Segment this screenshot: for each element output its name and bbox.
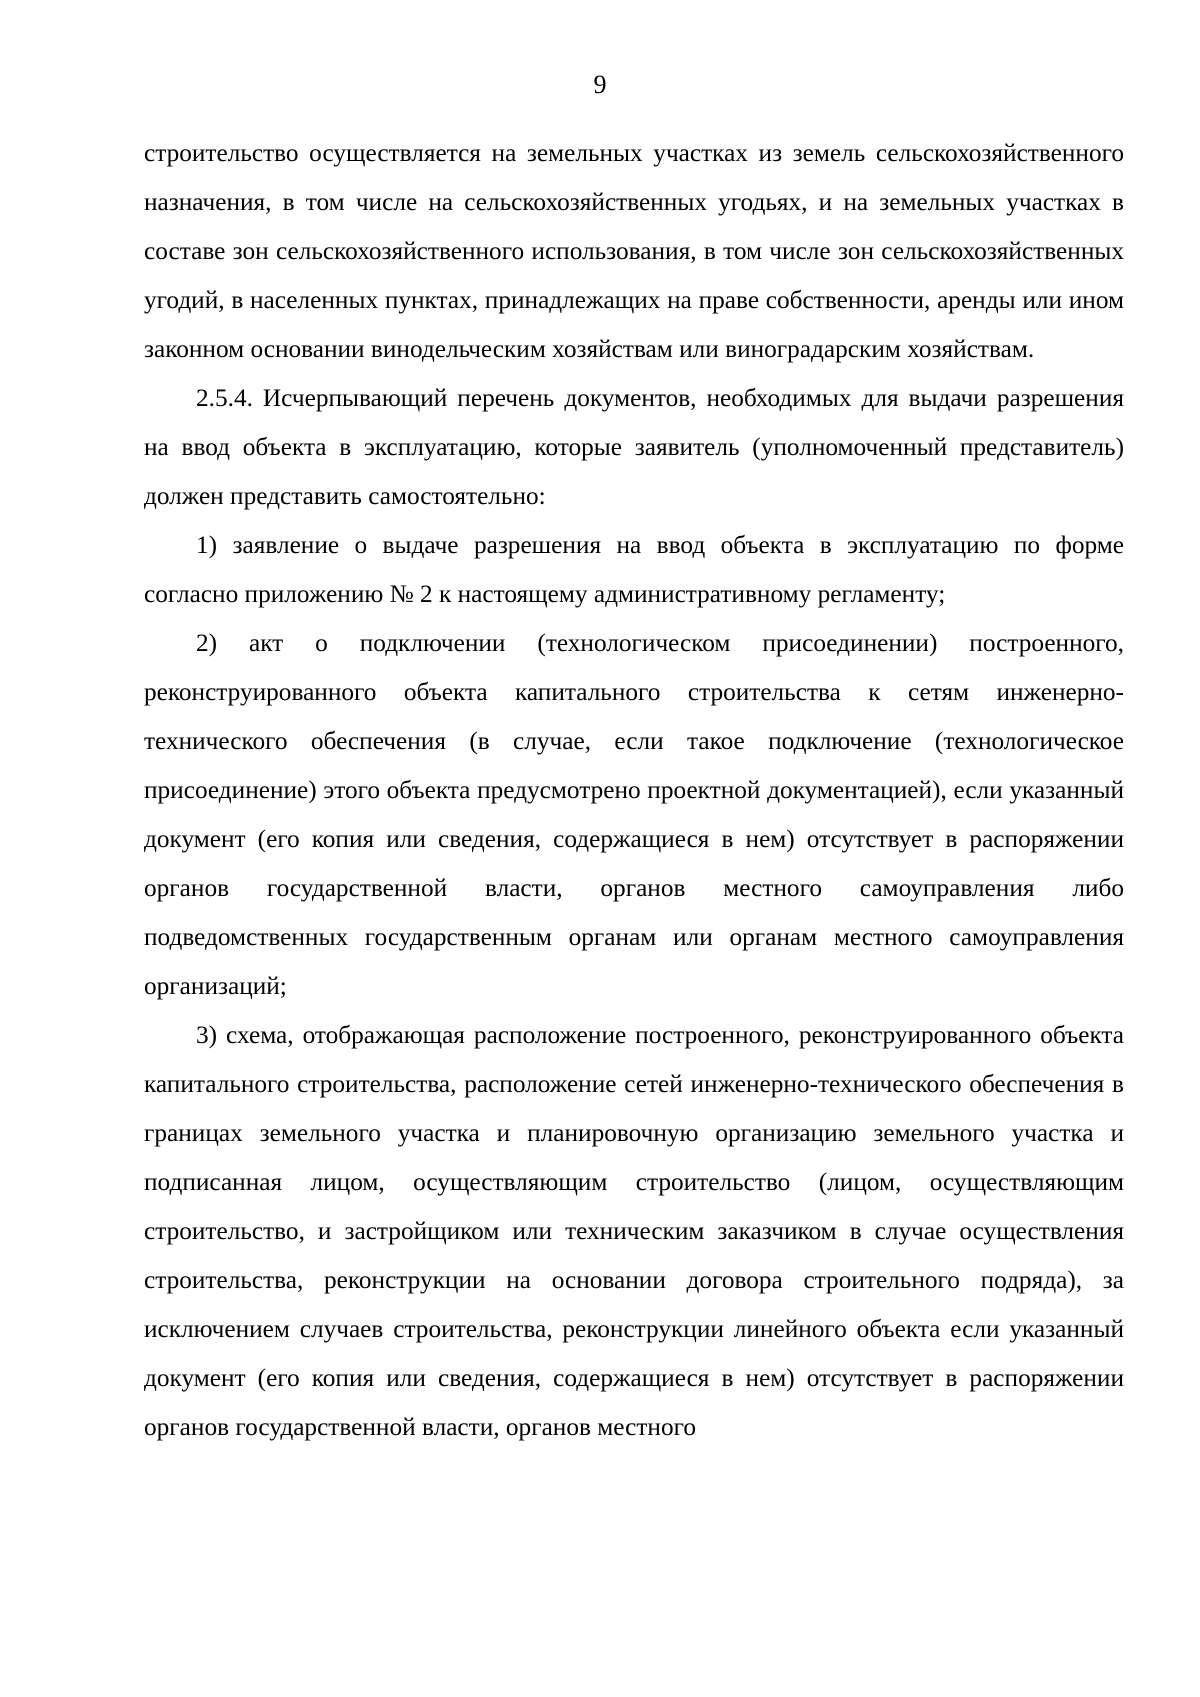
page-number: 9 xyxy=(593,70,607,99)
paragraph-2-5-4: 2.5.4. Исчерпывающий перечень документов, необходимых для выдачи разрешения на ввод объекта в эксплуатацию, которые заявитель (уполномоченный представитель) должен представить самостоятельно: xyxy=(144,384,1124,510)
paragraph-continuation: строительство осуществляется на земельных участках из земель сельскохозяйственного назначения, в том числе на сельскохозяйственных угодьях, и на земельных участках в составе зон сельскохозяйственного использования, в том числе зон сельскохозяйственных угодий, в населенных пунктах, принадлежащих на праве собственности, аренды или ином законном основании винодельческим хозяйствам или виноградарским хозяйствам. xyxy=(144,139,1124,363)
list-item-3: 3) схема, отображающая расположение построенного, реконструированного объекта капитального строительства, расположение сетей инженерно-технического обеспечения в границах земельного участка и планировочную организацию земельного участка и подписанная лицом, осуществляющим строительство (лицом, осуществляющим строительство, и застройщиком или техническим заказчиком в случае осуществления строительства, реконструкции на основании договора строительного подряда), за исключением случаев строительства, реконструкции линейного объекта если указанный документ (его копия или сведения, содержащиеся в нем) отсутствует в распоряжении органов государственной власти, органов местного xyxy=(144,1021,1124,1441)
list-item-1: 1) заявление о выдаче разрешения на ввод объекта в эксплуатацию по форме согласно приложению № 2 к настоящему административному регламенту; xyxy=(144,531,1124,608)
document-body xyxy=(144,129,1124,1452)
list-item-2: 2) акт о подключении (технологическом присоединении) построенного, реконструированного объекта капитального строительства к сетям инженерно-технического обеспечения (в случае, если такое подключение (технологическое присоединение) этого объекта предусмотрено проектной документацией), если указанный документ (его копия или сведения, содержащиеся в нем) отсутствует в распоряжении органов государственной власти, органов местного самоуправления либо подведомственных государственным органам или органам местного самоуправления организаций; xyxy=(144,629,1124,1000)
